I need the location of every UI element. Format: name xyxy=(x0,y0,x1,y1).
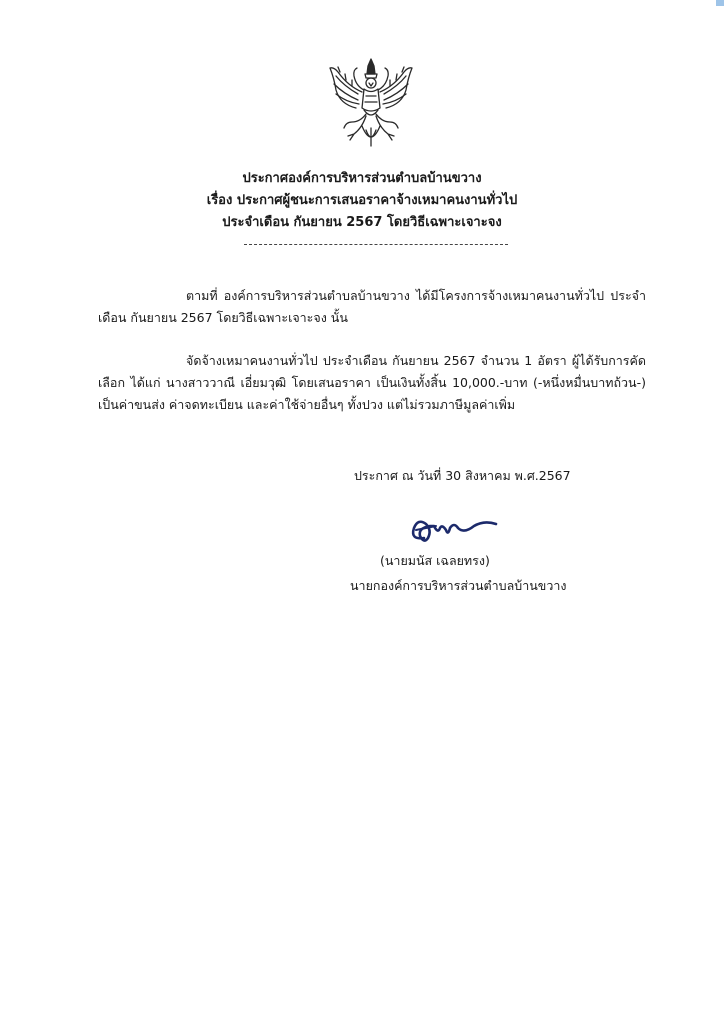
paragraph-award-text: จัดจ้างเหมาคนงานทั่วไป ประจำเดือน กันยายน 2567 จำนวน 1 อัตรา ผู้ได้รับการคัดเลือก ได้แก่ นางสาววาณี เอี่ยมวุฒิ โดยเสนอราคา เป็นเงินทั้งสิ้น 10,000.-บาท (-หนึ่งหมื่นบาทถ้วน-) เป็นค่าขนส่ง ค่าจดทะเบียน และค่าใช้จ่ายอื่นๆ ทั้งปวง แต่ไม่รวมภาษีมูลค่าเพิ่ม xyxy=(98,353,646,412)
paragraph-intro xyxy=(98,285,646,329)
heading-subject: เรื่อง ประกาศผู้ชนะการเสนอราคาจ้างเหมาคนงานทั่วไป xyxy=(206,193,518,208)
signer-name: (นายมนัส เฉลยทรง) xyxy=(380,553,490,568)
paragraph-intro-text: ตามที่ องค์การบริหารส่วนตำบลบ้านขวาง ได้มีโครงการจ้างเหมาคนงานทั่วไป ประจำเดือน กันยายน 2567 โดยวิธีเฉพาะเจาะจง นั้น xyxy=(98,288,646,325)
announcement-heading xyxy=(0,168,724,234)
paragraph-award xyxy=(98,350,646,416)
garuda-emblem-icon xyxy=(326,56,416,152)
handwritten-signature-icon xyxy=(404,510,504,550)
heading-separator xyxy=(244,244,508,245)
heading-period: ประจำเดือน กันยายน 2567 โดยวิธีเฉพาะเจาะจง xyxy=(222,215,502,230)
scan-corner-mark xyxy=(716,0,724,6)
announcement-dateline: ประกาศ ณ วันที่ 30 สิงหาคม พ.ศ.2567 xyxy=(354,468,571,483)
heading-organization: ประกาศองค์การบริหารส่วนตำบลบ้านขวาง xyxy=(242,171,482,186)
signer-title: นายกองค์การบริหารส่วนตำบลบ้านขวาง xyxy=(350,578,567,593)
